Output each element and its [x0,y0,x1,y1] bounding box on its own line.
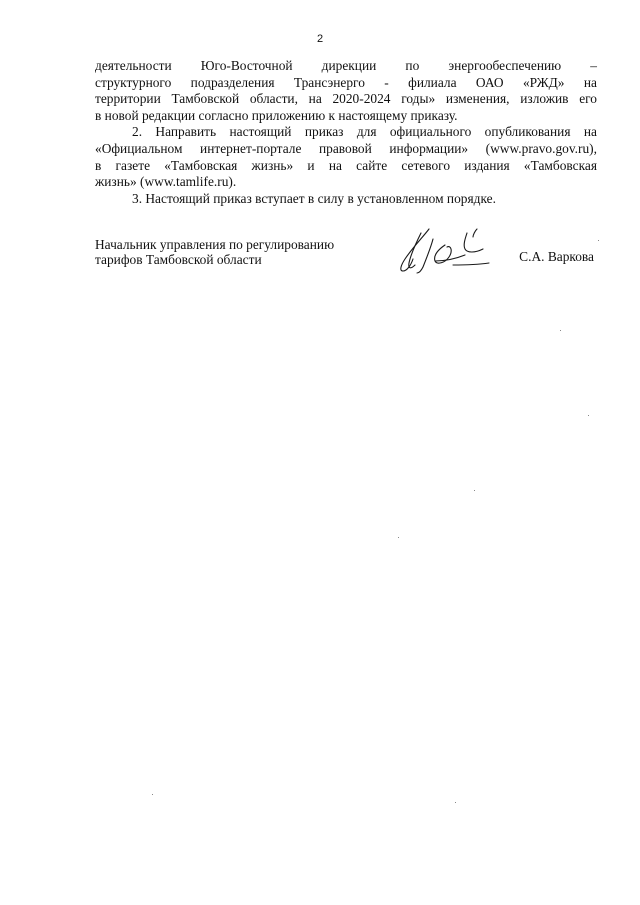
paragraph-1-line: структурного подразделения Трансэнерго - филиала ОАО «РЖД» на [95,74,597,90]
paragraph-2-line: в газете «Тамбовская жизнь» и на сайте сетевого издания «Тамбовская [95,157,597,173]
scan-speck [598,240,599,241]
signatory-title-line: Начальник управления по регулированию [95,237,335,252]
signature-block [95,238,600,283]
paragraph-1 [95,58,597,124]
paragraph-2-line: 2. Направить настоящий приказ для официального опубликования на [132,124,597,140]
paragraph-3 [95,191,597,208]
paragraph-1-line: территории Тамбовской области, на 2020-2024 годы» изменения, изложив его [95,91,597,107]
scan-speck [588,415,589,416]
scan-speck [455,802,456,803]
paragraph-1-line: деятельности Юго-Восточной дирекции по энергообеспечению – [95,58,597,73]
paragraph-1-line: в новой редакции согласно приложению к настоящему приказу. [95,107,458,123]
paragraph-2 [95,124,597,190]
signatory-name: С.А. Варкова [519,249,594,264]
paragraph-2-line: жизнь» (www.tamlife.ru). [95,174,237,190]
paragraph-2-line: «Официальном интернет-портале правовой информации» (www.pravo.gov.ru), [95,140,597,156]
scan-speck [474,490,475,491]
scan-speck [560,330,561,331]
paragraph-3-line: 3. Настоящий приказ вступает в силу в установленном порядке. [132,190,496,206]
scan-speck [152,794,153,795]
handwritten-signature [393,225,503,281]
page-number: 2 [316,33,324,45]
signatory-title-line: тарифов Тамбовской области [95,251,262,267]
scan-speck [398,537,399,538]
